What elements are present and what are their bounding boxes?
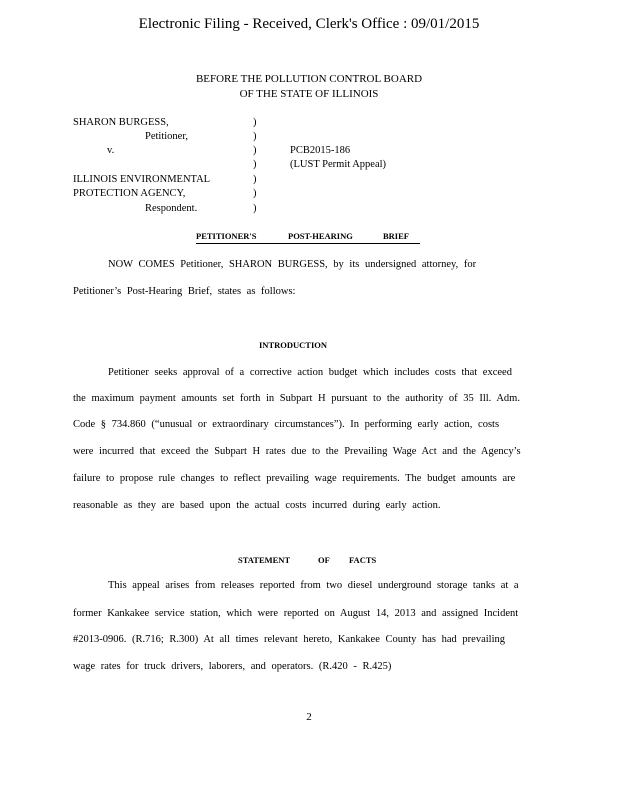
facts-heading-word2: OF [318,555,330,565]
caption-paren: ) [253,131,257,142]
brief-title [196,231,420,244]
introduction-heading: INTRODUCTION [259,340,328,350]
introduction-line: the maximum payment amounts set forth in Subpart H pursuant to the authority of 35 Ill. Adm. [73,393,520,404]
petitioner-name: SHARON BURGESS, [73,117,169,128]
facts-line: former Kankakee service station, which were reported on August 14, 2013 and assigned Incident [73,608,519,619]
brief-title-word1: PETITIONER'S [196,231,257,241]
versus: v. [107,145,115,156]
facts-line: This appeal arises from releases reported from two diesel underground storage tanks at a [108,580,519,591]
caption-paren: ) [253,159,257,170]
caption-paren: ) [253,117,257,128]
case-type: (LUST Permit Appeal) [290,159,387,170]
filing-stamp: Electronic Filing - Received, Clerk's Office : 09/01/2015 [138,16,480,32]
facts-line: wage rates for truck drivers, laborers, and operators. (R.420 - R.425) [73,661,392,672]
caption-paren: ) [253,203,257,214]
introduction-line: failure to propose rule changes to reflect prevailing wage requirements. The budget amounts are [73,473,516,484]
brief-title-word2: POST-HEARING [288,231,353,241]
page-number: 2 [306,711,312,723]
facts-heading-word3: FACTS [349,555,377,565]
introduction-line: Code § 734.860 (“unusual or extraordinary circumstances”). In performing early action, costs [73,419,500,430]
introduction-line: reasonable as they are based upon the actual costs incurred during early action. [73,500,441,511]
court-name-line1: BEFORE THE POLLUTION CONTROL BOARD [195,73,423,85]
opening-line: NOW COMES Petitioner, SHARON BURGESS, by its undersigned attorney, for [108,259,477,270]
caption-paren: ) [253,145,257,156]
respondent-name-line1: ILLINOIS ENVIRONMENTAL [73,174,211,185]
facts-heading-word1: STATEMENT [238,555,291,565]
case-number: PCB2015-186 [290,145,351,156]
facts-line: #2013-0906. (R.716; R.300) At all times relevant hereto, Kankakee County has had prevailing [73,634,505,645]
brief-title-word3: BRIEF [383,231,409,241]
caption-paren: ) [253,174,257,185]
opening-line: Petitioner’s Post-Hearing Brief, states as follows: [73,286,296,297]
court-name-line2: OF THE STATE OF ILLINOIS [239,88,379,100]
introduction-line: were incurred that exceed the Subpart H rates due to the Prevailing Wage Act and the Agency’s [73,446,521,457]
caption-paren: ) [253,188,257,199]
respondent-name-line2: PROTECTION AGENCY, [73,188,186,199]
petitioner-role: Petitioner, [145,131,189,142]
respondent-role: Respondent. [145,203,198,214]
introduction-line: Petitioner seeks approval of a corrective action budget which includes costs that exceed [108,367,512,378]
